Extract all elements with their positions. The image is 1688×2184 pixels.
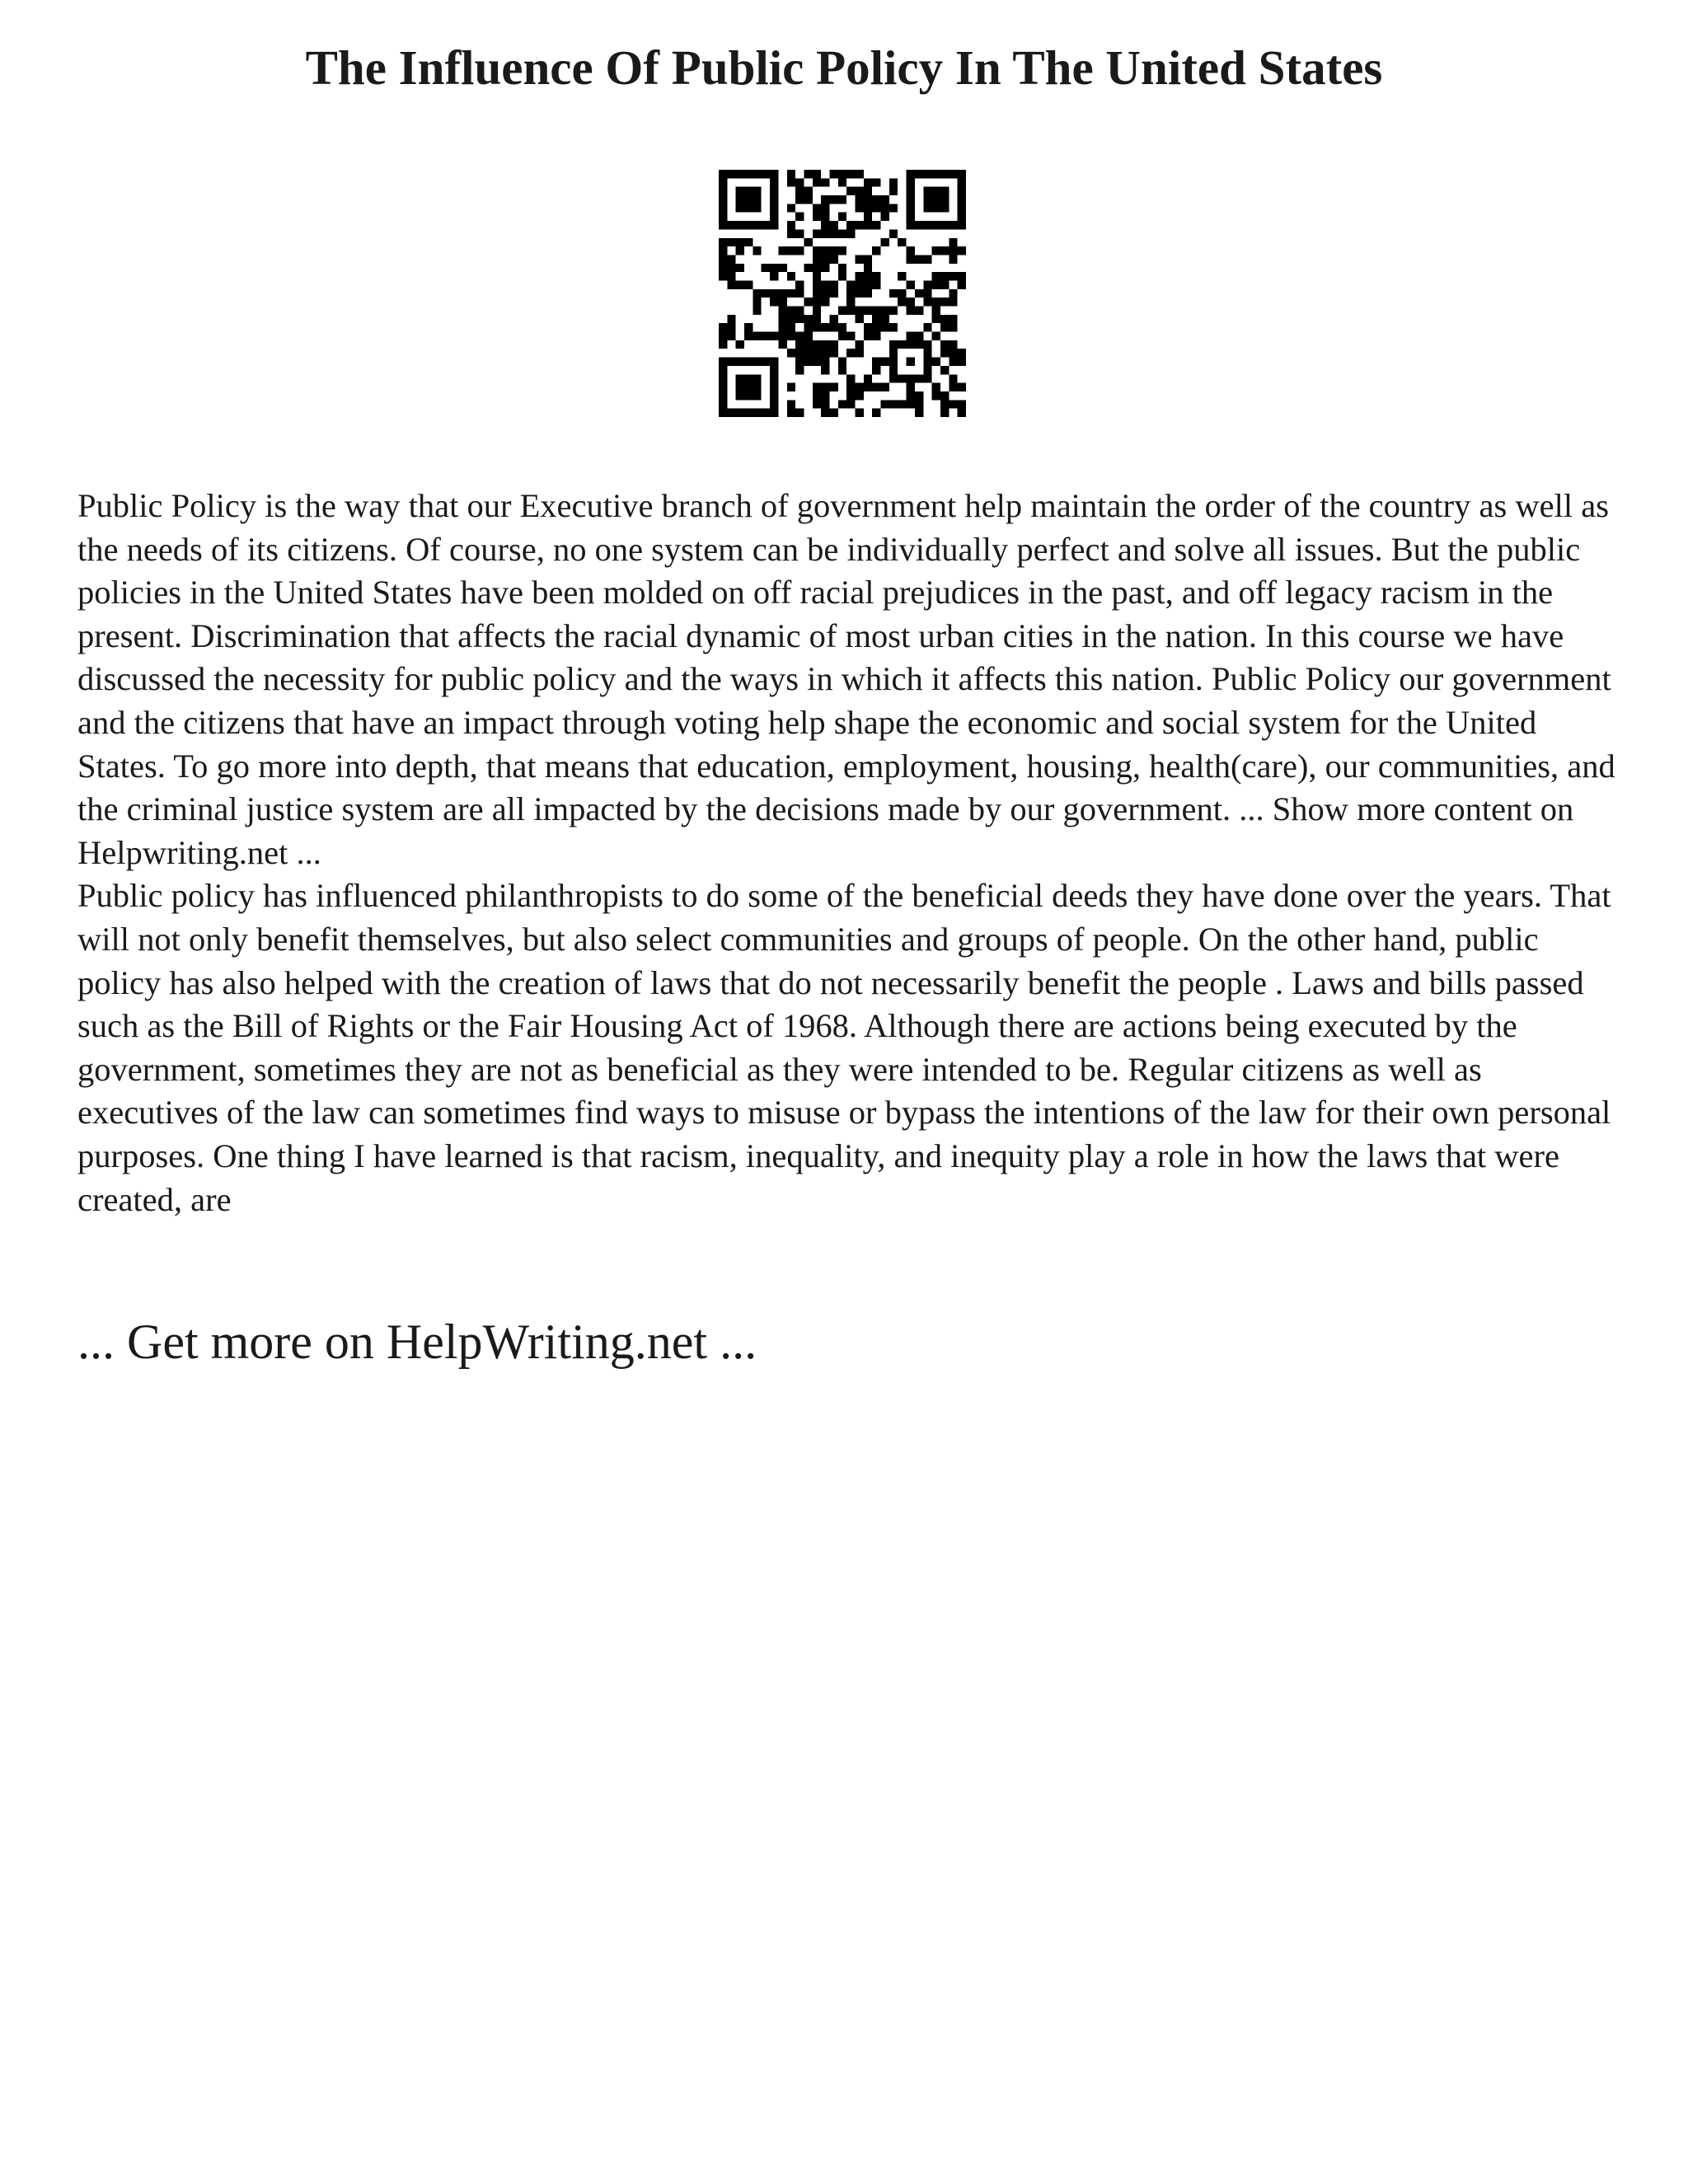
article-body <box>77 485 1627 1221</box>
paragraph-1: Public Policy is the way that our Executive branch of government help maintain the order of the country as well as the needs of its citizens. Of course, no one system can be individually perfect and solve all issues. But the public policies in the United States have been molded on off racial prejudices in the past, and off legacy racism in the present. Discrimination that affects the racial dynamic of most urban cities in the nation. In this course we have discussed the necessity for public policy and the ways in which it affects this nation. Public Policy our government and the citizens that have an impact through voting help shape the economic and social system for the United States. To go more into depth, that means that education, employment, housing, health(care), our communities, and the criminal justice system are all impacted by the decisions made by our government. ... Show more content on Helpwriting.net ... <box>77 487 1615 871</box>
page-title: The Influence Of Public Policy In The United States <box>305 40 1383 95</box>
paragraph-2: Public policy has influenced philanthropists to do some of the beneficial deeds they have done over the years. That will not only benefit themselves, but also select communities and groups of people. On the other hand, public policy has also helped with the creation of laws that do not necessarily benefit the people . Laws and bills passed such as the Bill of Rights or the Fair Housing Act of 1968. Although there are actions being executed by the government, sometimes they are not as beneficial as they were intended to be. Regular citizens as well as executives of the law can sometimes find ways to misuse or bypass the intentions of the law for their own personal purposes. One thing I have learned is that racism, inequality, and inequity play a role in how the laws that were created, are <box>77 877 1611 1218</box>
qr-code-icon <box>719 170 966 417</box>
get-more-link[interactable]: ... Get more on HelpWriting.net ... <box>77 1315 757 1369</box>
qr-code-graphic <box>719 170 966 417</box>
